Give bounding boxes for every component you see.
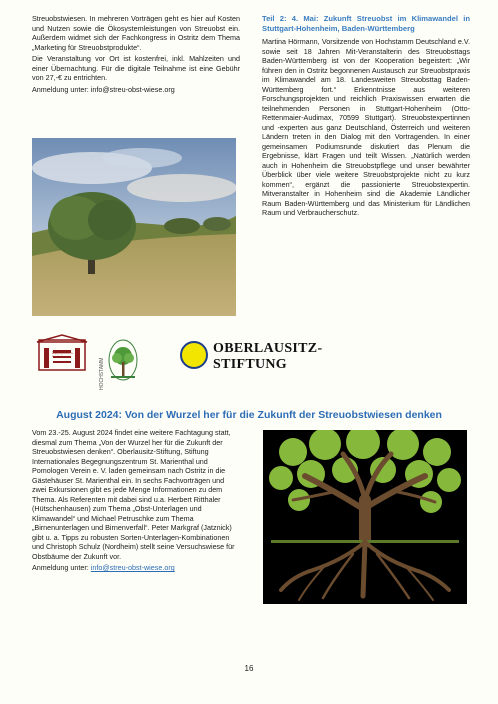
logo-row <box>33 334 363 390</box>
marienthal-logo <box>33 334 91 374</box>
email-link[interactable]: info@streu-obst-wiese.org <box>90 563 175 572</box>
tree-roots-illustration <box>263 430 467 604</box>
left-column <box>32 14 240 96</box>
orchard-photo <box>32 138 236 316</box>
sun-icon <box>179 340 209 370</box>
logo-caption: Internationales Begegnungszentrum St. Marienthal <box>52 351 74 358</box>
section-title: Teil 2: 4. Mai: Zukunft Streuobst im Klimawandel in Stuttgart-Hohenheim, Baden-Württemberg <box>262 14 470 33</box>
paragraph: Vom 23.-25. August 2024 findet eine weitere Fachtagung statt, diesmal zum Thema „Von der Wurzel her für die Zukunft der Streuobstwiesen denken“. Oberlausitz-Stiftung, Stiftung Internationales Begegnungszentrum St. Marienthal und Pomologen Verein e. V. laden gemeinsam nach Ostritz in die Gästehäuser St. Marienthal ein. In sechs Fachvorträgen und zwei Exkursionen gibt es jede Menge Informationen zu dem Thema. Als Referenten mit dabei sind u.a. Herbert Ritthaler (Hütschenhausen) zum Thema „Obst-Unterlagen und Klimawandel“ und Michael Petruschke zum Thema „Birnenunterlagen und Birnenverfall“. Peter Markgraf (Jatznick) gibt u. a. Tipps zu robusten Sorten-Unterlagen-Kombinationen und Christoph Schulz (Nordheim) stellt seine Versuchswiese für Obstbäume der Zukunft vor. <box>32 428 235 561</box>
hochstamm-logo <box>99 338 139 388</box>
section-headline: August 2024: Von der Wurzel her für die Zukunft der Streuobstwiesen denken <box>56 409 442 421</box>
logo-caption: HOCHSTAMM <box>99 357 105 390</box>
registration-text: Anmeldung unter: info@streu-obst-wiese.org <box>32 84 175 94</box>
registration-line <box>32 563 238 573</box>
paragraph: Streuobstwiesen. In mehreren Vorträgen geht es hier auf Kosten und Nutzen sowie die Ökosystemleistungen von Streuobst ein. Außerdem widmet sich der Fachkongress in Ostritz dem Thema „Marketing für Streuobstprodukte“. <box>32 14 240 52</box>
right-column <box>262 14 470 220</box>
paragraph: Martina Hörmann, Vorsitzende von Hochstamm Deutschland e.V. sowie seit 18 Jahren Mit-Veranstalterin des Streuobsttags Baden-Württemberg ist von der Kooperation begeistert: „Wir führen den in Ostritz begonnenen Austausch zur Streuobstpraxis im Klimawandel am 18. Landesweiten Streuobsttag Baden-Württemberg fort.“ Erkenntnisse aus weiteren Forschungsprojekten und reichlich Praxiswissen erwarten die teilnehmenden Personen in Stuttgart-Hohenheim (Otto-Rettenmaier-Audimax, 70599 Stuttgart). Streuobstexpertinnen und -experten aus ganz Deutschland, Österreich und weiteren Ländern treten in den Dialog mit den Vortragenden. In einer gemeinsamen Podiumsrunde diskutiert das Plenum die Ergebnisse, klärt Fragen und teilt Wissen. „Natürlich werden auch in Hohenheim die Streuobstpflege und unser bewährter Überblick über viele weitere Streuobstprojekte nicht zu kurz kommen“, ergänzt die passionierte Streuobstexpertin. Mitveranstalter in Hohenheim sind die Akademie Ländlicher Raum Baden-Württemberg und das Ministerium für Ländlichen Raum und Verbraucherschutz. <box>262 37 470 217</box>
bottom-left-column <box>32 428 238 575</box>
page-number: 16 <box>244 664 254 673</box>
oberlausitz-stiftung-logo: OBERLAUSITZ-STIFTUNG <box>213 341 323 372</box>
registration-label: Anmeldung unter: <box>32 563 89 572</box>
paragraph: Die Veranstaltung vor Ort ist kostenfrei, inkl. Mahlzeiten und einer Übernachtung. Für die digitale Teilnahme ist eine Gebühr von 27,-€ zu entrichten. <box>32 54 240 82</box>
